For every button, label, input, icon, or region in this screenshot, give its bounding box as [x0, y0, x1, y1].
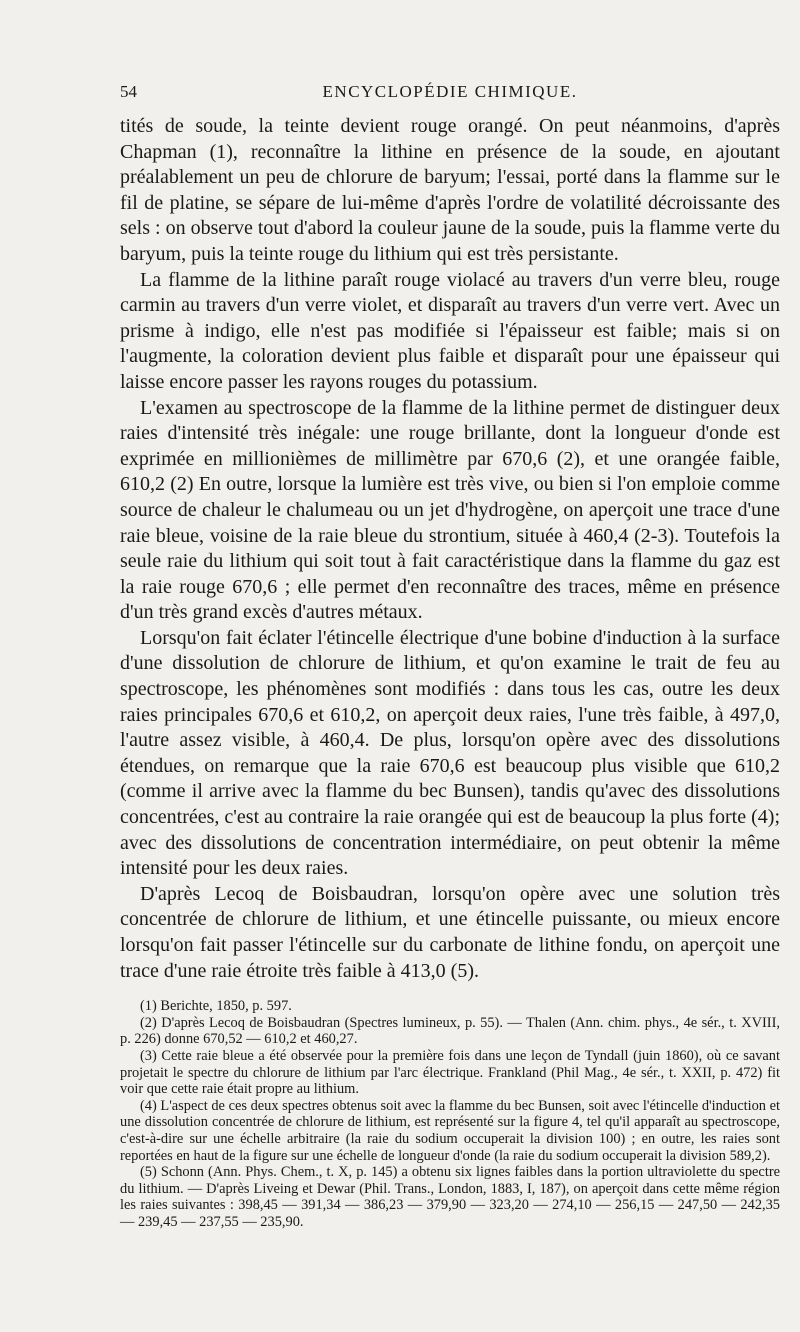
page-number: 54	[120, 82, 137, 101]
paragraph: Lorsqu'on fait éclater l'étincelle électrique d'une bobine d'induction à la surface d'une dissolution de chlorure de lithium, et qu'on examine le trait de feu au spectroscope, les phénomènes sont modifiés : dans tous les cas, outre les deux raies principales 670,6 et 610,2, on aperçoit deux raies, l'une très faible, à 497,0, l'autre assez visible, à 460,4. De plus, lorsqu'on opère avec des dissolutions étendues, on remarque que la raie 670,6 est beaucoup plus visible que 610,2 (comme il arrive avec la flamme du bec Bunsen), tandis qu'avec des dissolutions concentrées, c'est au contraire la raie orangée qui est de beaucoup la plus forte (4); avec des dissolutions de concentration intermédiaire, on peut obtenir la même intensité pour les deux raies.	[120, 626, 780, 880]
paragraph: D'après Lecoq de Boisbaudran, lorsqu'on opère avec une solution très concentrée de chlorure de lithium, et une étincelle puissante, ou mieux encore lorsqu'on fait passer l'étincelle sur du carbonate de lithine fondu, on aperçoit une trace d'une raie étroite très faible à 413,0 (5).	[120, 882, 780, 982]
footnote: (4) L'aspect de ces deux spectres obtenus soit avec la flamme du bec Bunsen, soit avec l'étincelle d'induction et une dissolution concentrée de chlorure de lithium, est représenté sur la figure 4, tel qu'il apparaît au spectroscope, c'est-à-dire sur une échelle arbitraire (la raie du sodium occuperait la division 100) ; en outre, les raies sont reportées en haut de la figure sur une échelle de longueur d'onde (la raie du sodium occuperait la division 589,2).	[120, 1097, 780, 1164]
footnote: (2) D'après Lecoq de Boisbaudran (Spectres lumineux, p. 55). — Thalen (Ann. chim. phys., 4e sér., t. XVIII, p. 226) donne 670,52 — 610,2 et 460,27.	[120, 1014, 780, 1048]
running-head: ENCYCLOPÉDIE CHIMIQUE.	[322, 82, 578, 101]
footnote: (3) Cette raie bleue a été observée pour la première fois dans une leçon de Tyndall (juin 1860), où ce savant projetait le spectre du chlorure de lithium par l'arc électrique. Frankland (Phil Mag., 4e sér., t. XXII, p. 472) fit voir que cette raie était propre au lithium.	[120, 1047, 780, 1098]
body-text	[120, 114, 780, 1231]
paragraph: L'examen au spectroscope de la flamme de la lithine permet de distinguer deux raies d'intensité très inégale: une rouge brillante, dont la longueur d'onde est exprimée en millionièmes de millimètre par 670,6 (2), et une orangée faible, 610,2 (2) En outre, lorsque la lumière est très vive, ou bien si l'on emploie comme source de chaleur le chalumeau ou un jet d'hydrogène, on aperçoit une trace d'une raie bleue, voisine de la raie bleue du strontium, située à 460,4 (2-3). Toutefois la seule raie du lithium qui soit tout à fait caractéristique dans la flamme du gaz est la raie rouge 670,6 ; elle permet d'en reconnaître des traces, même en présence d'un très grand excès d'autres métaux.	[120, 396, 780, 624]
paragraph: La flamme de la lithine paraît rouge violacé au travers d'un verre bleu, rouge carmin au travers d'un verre violet, et disparaît au travers d'un verre vert. Avec un prisme à indigo, elle n'est pas modifiée si l'épaisseur est faible; mais si on l'augmente, la coloration devient plus faible et disparaît pour une épaisseur qui laisse encore passer les rayons rouges du potassium.	[120, 268, 780, 393]
footnote: (1) Berichte, 1850, p. 597.	[140, 998, 292, 1015]
paragraph: tités de soude, la teinte devient rouge orangé. On peut néanmoins, d'après Chapman (1), reconnaître la lithine en présence de la soude, en ajoutant préalablement un peu de chlorure de baryum; l'essai, porté dans la flamme sur le fil de platine, se sépare de lui-même d'après l'ordre de volatilité décroissante des sels : on observe tout d'abord la couleur jaune de la soude, puis la flamme verte du baryum, puis la teinte rouge du lithium qui est très persistante.	[120, 115, 780, 265]
page-header	[120, 82, 780, 106]
footnote: (5) Schonn (Ann. Phys. Chem., t. X, p. 145) a obtenu six lignes faibles dans la portion ultraviolette du spectre du lithium. — D'après Liveing et Dewar (Phil. Trans., London, 1883, I, 187), on aperçoit dans cette même région les raies suivantes : 398,45 — 391,34 — 386,23 — 379,90 — 323,20 — 274,10 — 256,15 — 247,50 — 242,35 — 239,45 — 237,55 — 235,90.	[120, 1164, 780, 1230]
footnotes	[120, 998, 780, 1230]
